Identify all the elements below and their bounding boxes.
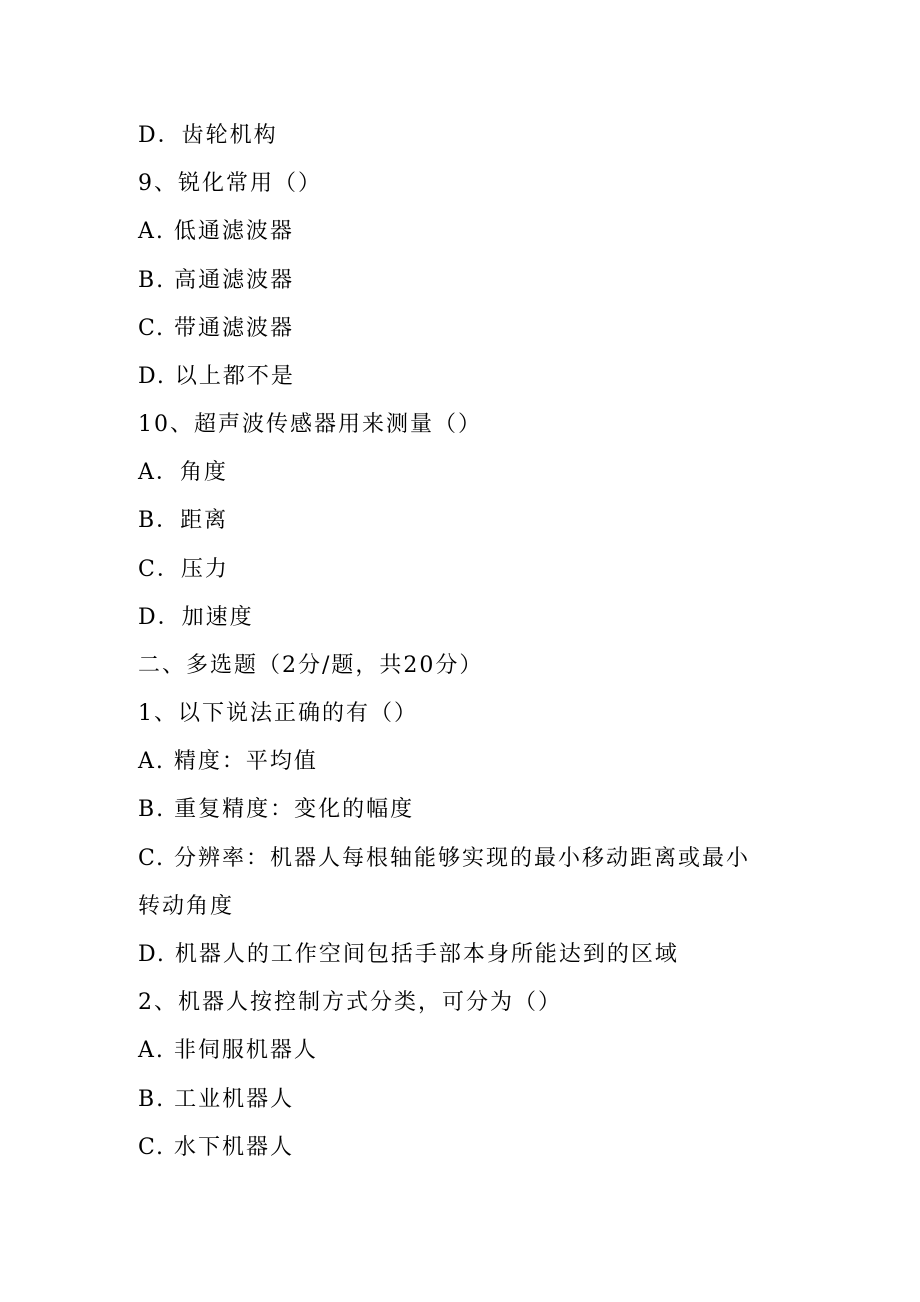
mc2-option-a-non-servo: A. 非伺服机器人 [138, 1038, 318, 1063]
mc-question-1: 1、以下说法正确的有（） [138, 701, 418, 726]
mc-option-a-precision: A. 精度：平均值 [138, 749, 318, 774]
mc-option-c-resolution: C. 分辨率：机器人每根轴能够实现的最小移动距离或最小 [138, 846, 751, 871]
option-b-distance: B．距离 [138, 508, 229, 533]
mc-option-b-repeatability: B. 重复精度：变化的幅度 [138, 797, 415, 822]
mc-question-2: 2、机器人按控制方式分类，可分为（） [138, 990, 562, 1015]
option-c-band-pass: C. 带通滤波器 [138, 316, 295, 341]
mc-option-c-continuation: 转动角度 [138, 894, 235, 919]
option-a-low-pass: A. 低通滤波器 [138, 219, 294, 244]
mc2-option-c-underwater: C. 水下机器人 [138, 1135, 295, 1160]
option-c-pressure: C．压力 [138, 557, 229, 582]
option-d-none: D. 以上都不是 [138, 364, 295, 389]
question-10: 10、超声波传感器用来测量（） [138, 412, 482, 437]
mc-option-d-workspace: D. 机器人的工作空间包括手部本身所能达到的区域 [138, 942, 679, 967]
mc2-option-b-industrial: B. 工业机器人 [138, 1087, 295, 1112]
option-a-angle: A．角度 [138, 460, 228, 485]
section-heading-multiple-choice: 二、多选题（2分/题，共20分） [138, 653, 484, 678]
option-d-acceleration: D．加速度 [138, 605, 254, 630]
option-b-high-pass: B. 高通滤波器 [138, 268, 295, 293]
option-d-gear-mechanism: D．齿轮机构 [138, 123, 278, 148]
question-9: 9、锐化常用（） [138, 171, 322, 196]
